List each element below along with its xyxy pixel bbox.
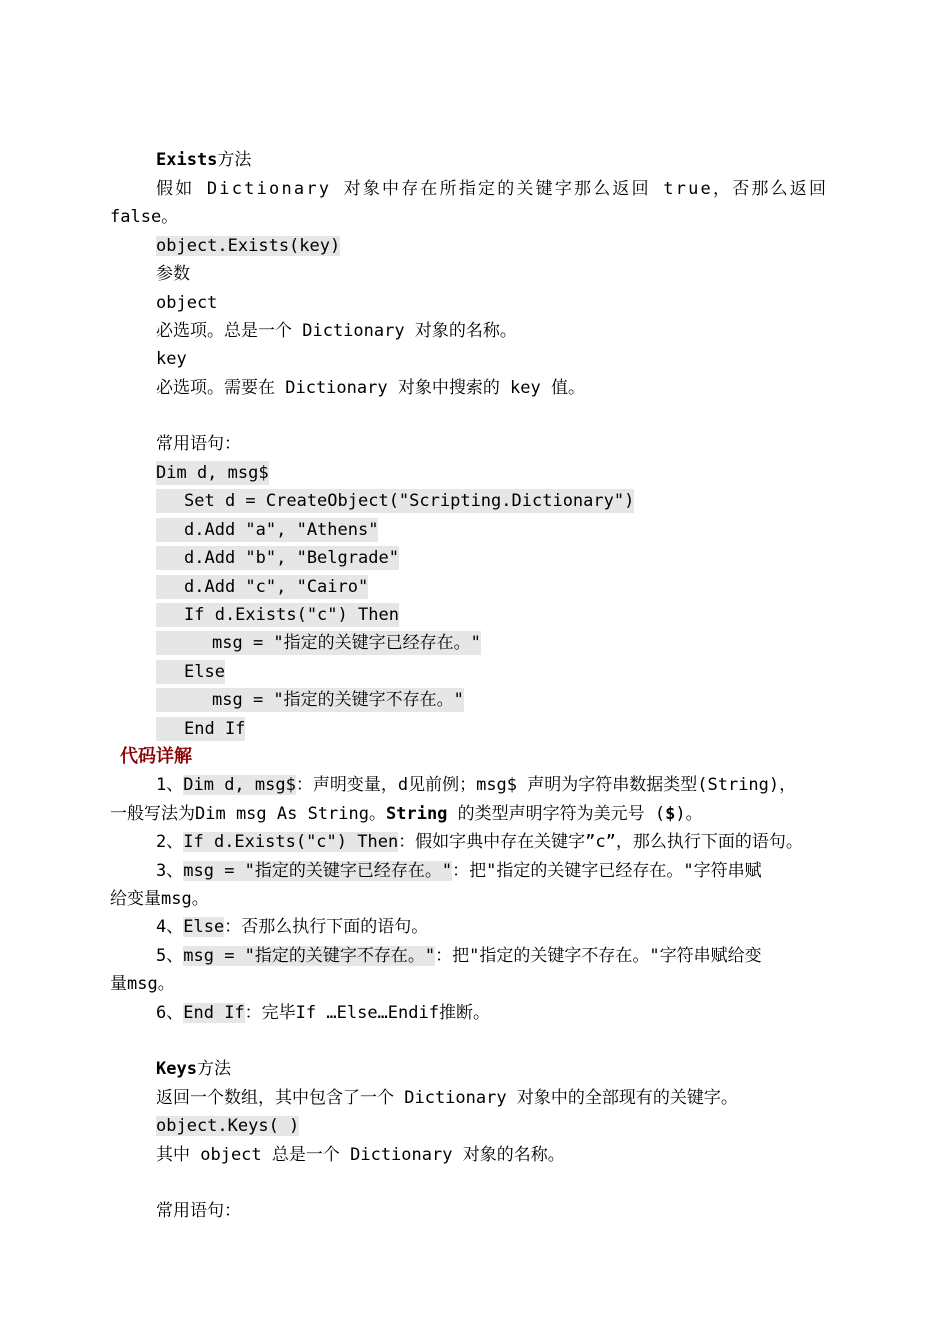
code-text-10: End If [156, 717, 245, 741]
code-text-1: Dim d, msg$ [156, 463, 269, 483]
explain-item-2 [156, 830, 803, 854]
code-line-1 [156, 461, 269, 485]
explain-item-4-code: Else [183, 917, 225, 937]
explain-item-6-code: End If [183, 1003, 245, 1023]
exists-heading-rest: 方法 [217, 150, 252, 170]
code-line-6 [156, 603, 399, 627]
code-text-6: If d.Exists("c") Then [156, 603, 399, 627]
explain-item-5-num: 5、 [156, 946, 184, 966]
code-text-3: d.Add "a", "Athens" [156, 518, 378, 542]
explain-item-2-num: 2、 [156, 832, 184, 852]
explain-item-5-code: msg = "指定的关键字不存在。" [183, 946, 436, 966]
explain-item-2-text: ：假如字典中存在关键字”c”，那么执行下面的语句。 [398, 832, 803, 852]
code-line-5 [156, 575, 368, 599]
param-key-desc: 必选项。需要在 Dictionary 对象中搜索的 key 值。 [156, 378, 585, 398]
explain-item-1-line2-c: )。 [675, 804, 703, 824]
explain-item-6-num: 6、 [156, 1003, 184, 1023]
code-text-2: Set d = CreateObject("Scripting.Dictionary") [156, 489, 634, 513]
explain-item-3-code: msg = "指定的关键字已经存在。" [183, 861, 453, 881]
code-line-10 [156, 717, 245, 741]
code-explanation-heading: 代码详解 [120, 746, 192, 767]
code-line-9 [156, 688, 464, 712]
explain-item-1-line2-a: 一般写法为Dim msg As String。 [110, 804, 386, 824]
explain-item-2-code: If d.Exists("c") Then [183, 832, 399, 852]
param-object-name: object [156, 293, 218, 313]
exists-description-line2: false。 [110, 207, 179, 227]
explain-item-3-text: ：把"指定的关键字已经存在。"字符串赋 [452, 861, 762, 881]
explain-item-4 [156, 915, 428, 939]
exists-syntax [156, 234, 340, 258]
keys-syntax [156, 1114, 299, 1138]
explain-item-3 [156, 859, 762, 883]
exists-heading [156, 148, 251, 172]
explain-item-5-line2: 量msg。 [110, 974, 175, 994]
code-text-7: msg = "指定的关键字已经存在。" [156, 631, 481, 655]
keys-heading-bold: Keys [156, 1059, 197, 1079]
explain-item-1-num: 1、 [156, 775, 184, 795]
explain-item-3-line2: 给变量msg。 [110, 889, 209, 909]
code-line-4 [156, 546, 399, 570]
exists-heading-bold: Exists [156, 150, 218, 170]
keys-description: 返回一个数组，其中包含了一个 Dictionary 对象中的全部现有的关键字。 [156, 1088, 738, 1108]
param-object-desc: 必选项。总是一个 Dictionary 对象的名称。 [156, 321, 517, 341]
explain-item-4-text: ：否那么执行下面的语句。 [224, 917, 429, 937]
explain-item-1 [156, 773, 796, 797]
code-text-4: d.Add "b", "Belgrade" [156, 546, 399, 570]
code-line-7 [156, 631, 481, 655]
explain-item-6 [156, 1001, 490, 1025]
keys-heading-rest: 方法 [196, 1059, 231, 1079]
keys-syntax-code: object.Keys( ) [156, 1116, 300, 1136]
explain-item-1-line2 [110, 802, 703, 826]
explain-item-1-line2-dollar: $ [665, 804, 676, 824]
common-statements-label: 常用语句： [156, 434, 241, 454]
explain-item-5 [156, 944, 762, 968]
explain-item-1-line2-b: 的类型声明字符为美元号 ( [447, 804, 666, 824]
explain-item-1-text: ：声明变量，d见前例；msg$ 声明为字符串数据类型(String)， [295, 775, 797, 795]
keys-common-statements-label: 常用语句： [156, 1201, 241, 1221]
keys-note: 其中 object 总是一个 Dictionary 对象的名称。 [156, 1145, 565, 1165]
code-line-8 [156, 660, 225, 684]
code-text-9: msg = "指定的关键字不存在。" [156, 688, 464, 712]
exists-description-line1: 假如 Dictionary 对象中存在所指定的关键字那么返回 true，否那么返回 [156, 179, 829, 199]
explain-item-3-num: 3、 [156, 861, 184, 881]
param-key-name: key [156, 349, 187, 369]
explain-item-1-line2-bold: String [386, 804, 448, 824]
code-line-2 [156, 489, 634, 513]
exists-syntax-code: object.Exists(key) [156, 236, 341, 256]
code-line-3 [156, 518, 378, 542]
code-text-8: Else [156, 660, 225, 684]
params-label: 参数 [156, 264, 190, 284]
code-text-5: d.Add "c", "Cairo" [156, 575, 368, 599]
explain-item-6-text: ：完毕If …Else…Endif推断。 [244, 1003, 490, 1023]
keys-heading [156, 1057, 231, 1081]
explain-item-5-text: ：把"指定的关键字不存在。"字符串赋给变 [435, 946, 762, 966]
explain-item-4-num: 4、 [156, 917, 184, 937]
explain-item-1-code: Dim d, msg$ [183, 775, 296, 795]
